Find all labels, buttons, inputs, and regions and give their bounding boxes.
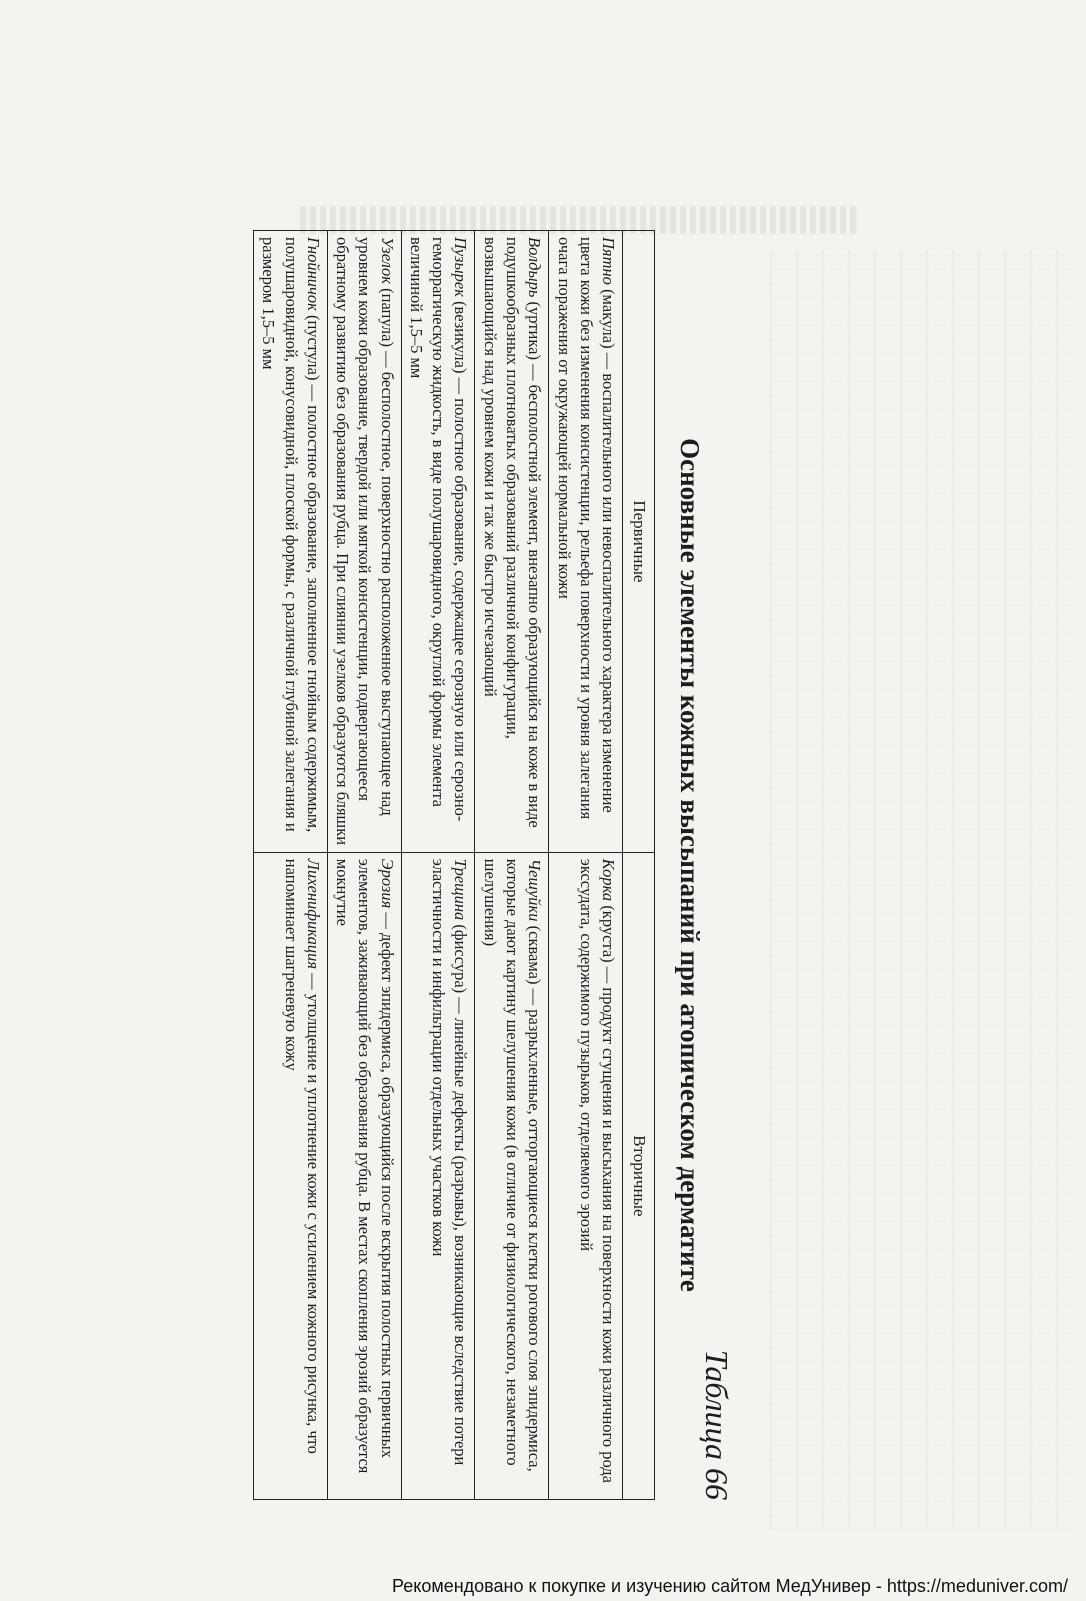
secondary-cell	[254, 852, 328, 1499]
table-row	[475, 231, 549, 1500]
rotated-page	[170, 230, 735, 1500]
bleed-through-noise	[770, 250, 1070, 1530]
eruptions-table	[253, 230, 655, 1500]
secondary-cell	[549, 852, 623, 1499]
secondary-term: Трещина	[451, 858, 471, 921]
secondary-text: (фиссура) — линейные дефекты (разрывы), возникающие вследствие потери эластичности и инфильтрации отдельных участков кожи	[429, 858, 471, 1466]
primary-cell	[327, 231, 401, 853]
secondary-term: Чешуйки	[525, 858, 545, 922]
secondary-text: (сквама) — разрыхленные, отторгающиеся клетки рогового слоя эпидермиса, которые дают картину шелушения кожи (в отличие от физиологического, незаметного шелушения)	[480, 858, 545, 1472]
primary-text: (пустула) — полостное образование, заполненное гнойным содержимым, полушаровидной, конусовидной, плоской формы, с различной глубиной залегания и размером 1,5–5 мм	[259, 237, 323, 833]
secondary-term: Лихенификация	[303, 858, 323, 969]
primary-term: Волдырь	[525, 237, 545, 298]
secondary-cell	[401, 852, 475, 1499]
secondary-cell	[475, 852, 549, 1499]
table-label: Таблица 66	[699, 1349, 735, 1500]
primary-term: Пятно	[599, 237, 619, 285]
secondary-cell	[327, 852, 401, 1499]
primary-cell	[254, 231, 328, 853]
table-heading: Основные элементы кожных высыпаний при атопическом дерматите	[675, 438, 705, 1292]
column-header-primary: Первичные	[623, 231, 655, 853]
secondary-term: Корка	[599, 858, 619, 902]
footer-recommendation: Рекомендовано к покупке и изучению сайтом МедУнивер - https://meduniver.com/	[392, 1576, 1068, 1596]
primary-cell	[475, 231, 549, 853]
secondary-text: — утолщение и уплотнение кожи с усилением кожного рисунка, что напоминает шагреневую кожу	[281, 858, 323, 1454]
table-header-row	[623, 231, 655, 1500]
primary-cell	[401, 231, 475, 853]
column-header-secondary: Вторичные	[623, 852, 655, 1499]
table-row	[401, 231, 475, 1500]
primary-text: (везикула) — полостное образование, содержащее серозную или серозно-геморрагическую жидкость, в виде полушаровидного, округлой формы элемента величиной 1,5–5 мм	[406, 237, 471, 822]
primary-cell	[549, 231, 623, 853]
primary-text: (папула) — бесполостное, поверхностно расположенное выступающее над уровнем кожи образование, твердой или мягкой консистенции, подвергающееся обратному развитию без образования рубца. При слиянии узелков образуются бляшки	[333, 237, 397, 846]
secondary-text: (круста) — продукт сгущения и высыхания на поверхности кожи различного рода экссудата, содержимого пузырьков, отделяемого эрозий	[576, 858, 619, 1483]
primary-text: (макула) — воспалительного или невоспалительного характера изменение цвета кожи без изменения консистенции, рельефа поверхности и уровня залегания очага поражения от окружающей нормальной кожи	[554, 237, 619, 820]
table-row	[254, 231, 328, 1500]
secondary-text: — дефект эпидермиса, образующийся после вскрытия полостных первичных элементов, заживающий без образования рубца. В местах скопления эрозий образуется мокнутие	[333, 858, 397, 1474]
secondary-term: Эрозия	[377, 858, 397, 909]
primary-term: Гнойничок	[303, 237, 323, 311]
table-row	[327, 231, 401, 1500]
table-row	[549, 231, 623, 1500]
primary-text: (уртика) — бесполостной элемент, внезапно образующийся на коже в виде подушкообразных плотноватых образований различной конфигурации, возвышающийся над уровнем кожи и так же быстро исчезающий	[480, 237, 545, 828]
primary-term: Узелок	[377, 237, 397, 284]
primary-term: Пузырек	[451, 237, 471, 297]
